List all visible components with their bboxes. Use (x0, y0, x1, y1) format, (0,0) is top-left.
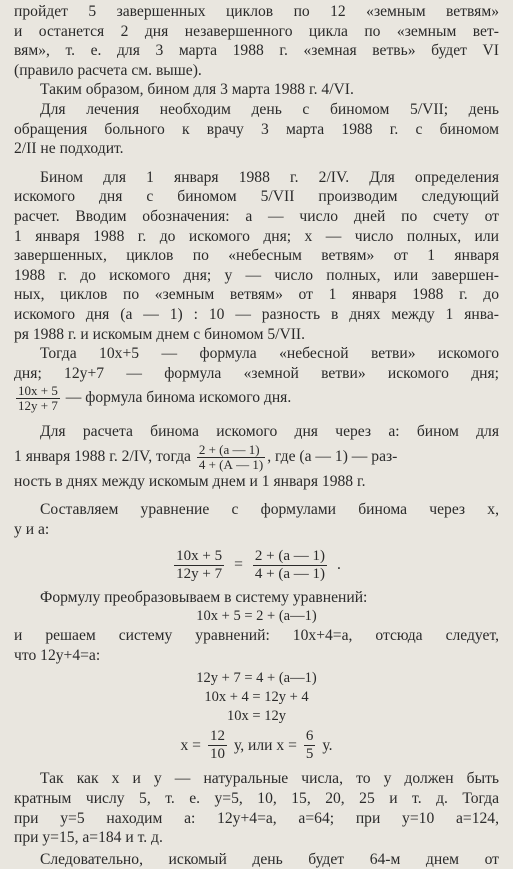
text-line: вям», т. е. для 3 марта 1988 г. «земная ветвь» будет VI (14, 42, 499, 60)
text-line: ря 1988 г. и искомым днем с биномом 5/VII. (14, 325, 306, 343)
fraction-denominator: 12у + 7 (18, 398, 58, 414)
text-line: и останется 2 дня незавершенного цикла по «земным вет- (14, 22, 499, 40)
text-line: ность в днях между искомым днем и 1 января 1988 г. (14, 472, 366, 490)
text-line: при у=5 находим а: 12у+4=а, а=64; при у=10 а=124, (14, 809, 499, 827)
equals-sign: = (234, 556, 243, 574)
paragraph-cycles (14, 2, 499, 80)
fraction-numerator: 2 + (а — 1) (197, 443, 265, 458)
fraction-numerator: 12 (209, 728, 225, 745)
ratio-fraction (208, 728, 227, 763)
fraction-denominator: 4 + (А — 1) (198, 456, 264, 472)
text-line: обращения больного к врачу 3 марта 1988 г. с биномом (14, 120, 499, 138)
text-line: что 12у+4=а: (14, 646, 101, 664)
text-line: искомого дня (а — 1) : 10 — разность в днях между 1 янва- (14, 305, 499, 323)
text-line: Составляем уравнение с формулами бинома через х, (40, 501, 499, 519)
equation-right-fraction (253, 548, 327, 583)
fraction-denominator: 12у + 7 (176, 565, 223, 582)
binom-formula-line (14, 384, 499, 413)
paragraph-formulas (14, 344, 499, 413)
text-line-with-fraction (14, 442, 499, 472)
text-line: пройдет 5 завершенных циклов по 12 «земным ветвям» (14, 3, 499, 20)
text-fragment: у, или х = (233, 737, 297, 755)
text-fragment: у. (322, 737, 333, 755)
text-fragment: — формула бинома искомого дня. (65, 389, 292, 407)
text-line: расчет. Вводим обозначения: а — число дней по счету от (14, 207, 499, 225)
text-line: 1 января 1988 г. до искомого дня; х — число полных, или (14, 227, 499, 245)
equation-left-fraction (174, 548, 224, 583)
text-line: дня; 12у+7 — формула «земной ветви» искомого дня; (14, 364, 499, 382)
paragraph-natural-numbers (14, 769, 499, 847)
text-line: искомого дня с биномом 5/VII производим следующий (14, 188, 499, 206)
text-line: Для расчета бинома искомого дня через а: бином для (40, 423, 499, 441)
paragraph-treatment (14, 100, 499, 159)
paragraph-solve-system (14, 626, 499, 665)
equation-system (14, 669, 499, 726)
paragraph-conclusion: Следовательно, искомый день будет 64-м днем от (40, 850, 499, 868)
text-fragment: х = (180, 737, 201, 755)
system-equation-row: 10х = 12у (227, 708, 286, 725)
system-equation-row: 12у + 7 = 4 + (а—1) (196, 670, 317, 687)
text-line: (правило расчета см. выше). (14, 61, 202, 79)
fraction-numerator: 10х + 5 (176, 547, 223, 564)
inline-fraction (197, 443, 265, 472)
system-equation-row: 10х + 4 = 12у + 4 (204, 689, 309, 706)
paragraph-notation (14, 168, 499, 344)
fraction-denominator: 4 + (а — 1) (254, 565, 325, 582)
fraction-numerator: 6 (305, 728, 314, 745)
text-fragment: 1 января 1988 г. 2/IV, тогда (14, 447, 191, 465)
fraction-numerator: 2 + (а — 1) (254, 547, 325, 564)
text-line: при у=15, а=184 и т. д. (14, 829, 163, 847)
equation-x-ratio (14, 728, 499, 763)
ratio-fraction (304, 728, 316, 763)
paragraph-calc-through-a (14, 422, 499, 491)
text-line: 1988 г. до искомого дня; у — число полных, или завершен- (14, 266, 499, 284)
paragraph-binom-result: Таким образом, бином для 3 марта 1988 г. 4/VI. (40, 81, 354, 99)
equation-transformed: 10х + 5 = 2 + (а—1) (196, 608, 317, 625)
text-line: и решаем систему уравнений: 10х+4=а, отсюда следует, (14, 627, 499, 645)
fraction-denominator: 10 (209, 746, 225, 763)
fraction-numerator: 10х + 5 (18, 383, 58, 399)
text-line: Так как х и у — натуральные числа, то у должен быть (40, 770, 499, 788)
fraction-denominator: 5 (305, 746, 314, 763)
equation-binom (14, 546, 499, 583)
text-line: ных, циклов по «земным ветвям» от 1 января 1988 г. до (14, 286, 499, 304)
binom-fraction (16, 384, 60, 413)
text-line: Тогда 10х+5 — формула «небесной ветви» искомого (40, 345, 499, 363)
text-fragment: , где (а — 1) — раз- (267, 447, 398, 465)
equation-period: . (336, 556, 341, 574)
text-line: у и а: (14, 521, 50, 539)
text-line: Бином для 1 января 1988 г. 2/IV. Для определения (40, 168, 499, 186)
text-line: завершенных, циклов по «небесным ветвям» от 1 января (14, 247, 499, 265)
text-line: кратным числу 5, т. е. у=5, 10, 15, 20, 25 и т. д. Тогда (14, 790, 499, 808)
paragraph-transform: Формулу преобразовываем в систему уравнений: (40, 588, 368, 606)
text-line: 2/II не подходит. (14, 140, 124, 158)
text-line: Для лечения необходим день с биномом 5/VII; день (40, 100, 499, 118)
paragraph-equation-intro (14, 500, 499, 539)
